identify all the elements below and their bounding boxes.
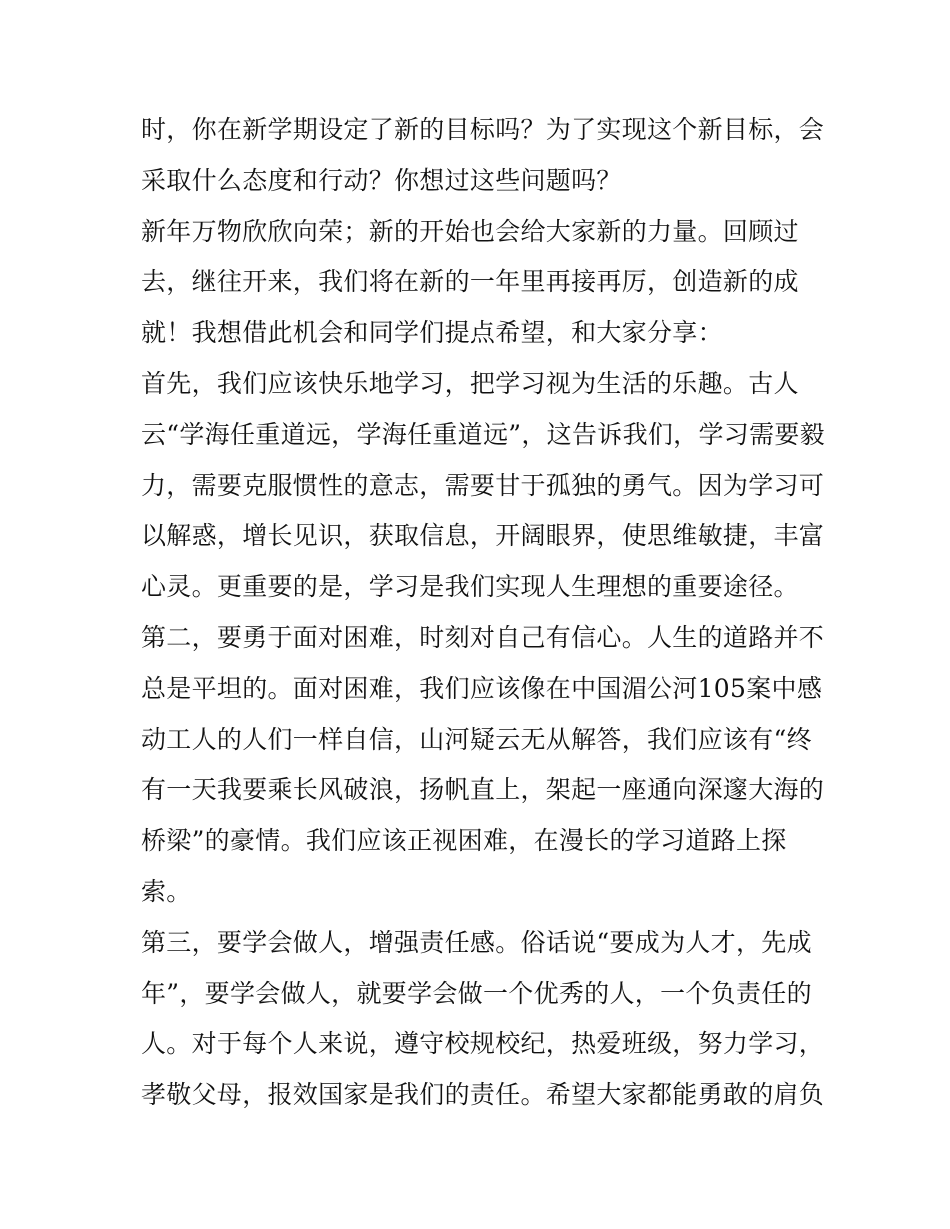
text-line: 采取什么态度和行动？你想过这些问题吗？ — [141, 165, 622, 195]
text-line: 动工人的人们一样自信，山河疑云无从解答，我们应该有“终 — [141, 724, 812, 754]
text-line: 第三，要学会做人，增强责任感。俗话说“要成为人才，先成 — [141, 927, 812, 957]
text-line: 云“学海任重道远，学海任重道远”，这告诉我们，学习需要毅 — [141, 419, 825, 449]
text-line: 时，你在新学期设定了新的目标吗？为了实现这个新目标，会 — [141, 115, 825, 144]
text-line: 首先，我们应该快乐地学习，把学习视为生活的乐趣。古人 — [141, 368, 799, 398]
text-line: 年”，要学会做人，就要学会做一个优秀的人，一个负责任的 — [141, 978, 812, 1008]
text-line: 索。 — [141, 876, 192, 906]
text-line: 去，继往开来，我们将在新的一年里再接再厉，创造新的成 — [141, 267, 799, 297]
document-body — [141, 105, 841, 1121]
text-line: 新年万物欣欣向荣；新的开始也会给大家新的力量。回顾过 — [141, 216, 799, 246]
text-line: 人。对于每个人来说，遵守校规校纪，热爱班级，努力学习， — [141, 1029, 825, 1059]
text-line: 力，需要克服惯性的意志，需要甘于孤独的勇气。因为学习可 — [141, 470, 825, 500]
text-line: 第二，要勇于面对困难，时刻对自己有信心。人生的道路并不 — [141, 622, 825, 652]
text-line: 桥梁”的豪情。我们应该正视困难，在漫长的学习道路上探 — [141, 826, 787, 856]
text-line: 有一天我要乘长风破浪，扬帆直上，架起一座通向深邃大海的 — [141, 775, 825, 805]
text-line: 就！我想借此机会和同学们提点希望，和大家分享： — [141, 318, 723, 348]
text-line: 心灵。更重要的是，学习是我们实现人生理想的重要途径。 — [141, 572, 799, 602]
text-line: 以解惑，增长见识，获取信息，开阔眼界，使思维敏捷，丰富 — [141, 521, 825, 551]
text-line: 孝敬父母，报效国家是我们的责任。希望大家都能勇敢的肩负 — [141, 1080, 825, 1110]
text-line: 总是平坦的。面对困难，我们应该像在中国湄公河105案中感 — [141, 673, 823, 703]
